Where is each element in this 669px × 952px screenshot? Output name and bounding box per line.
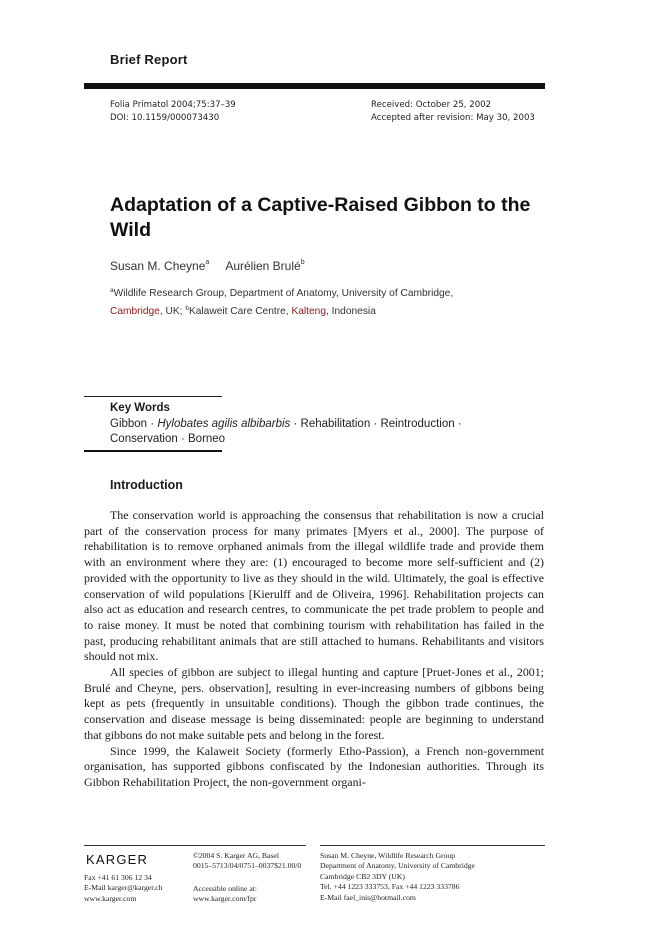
affil-b-country: , Indonesia xyxy=(326,306,376,317)
publisher-fax: Fax +41 61 306 12 34 xyxy=(84,873,152,882)
introduction-body xyxy=(84,508,544,791)
keyword: Gibbon xyxy=(110,418,148,430)
keyword: Rehabilitation xyxy=(300,418,371,430)
body-paragraph: All species of gibbon are subject to illegal hunting and capture [Pruet-Jones et al., 2001; Brulé and Cheyne, pers. observation], resulting in ever-increasing numbers of gibbons being kept as pets (frequently in unsuitable conditions). Though the gibbon trade continues, the conservation and disease message is being disseminated: people are beginning to understand that gibbons do not make suitable pets and belong in the forest. xyxy=(84,665,544,742)
footer-rule-left xyxy=(84,845,306,846)
issn: 0015–5713/04/0751–0037$21.00/0 xyxy=(193,861,302,871)
affil-a-country: , UK; xyxy=(159,306,186,317)
keyword-separator: · xyxy=(177,433,188,445)
affiliations xyxy=(110,283,550,319)
author-affil-marker: a xyxy=(205,259,210,266)
received-date: Received: October 25, 2002 xyxy=(371,100,492,110)
section-label: Brief Report xyxy=(110,52,188,67)
accepted-date: Accepted after revision: May 30, 2003 xyxy=(371,113,535,123)
publisher-website[interactable]: www.karger.com xyxy=(84,893,137,903)
introduction-heading: Introduction xyxy=(110,478,183,492)
dates-meta xyxy=(371,99,535,125)
keywords-heading: Key Words xyxy=(110,402,170,414)
publisher-logo: KARGER xyxy=(86,852,149,867)
affil-marker-b: b xyxy=(185,305,189,312)
journal-citation: Folia Primatol 2004;75:37–39 xyxy=(110,100,236,110)
author-name: Aurélien Brulé xyxy=(225,259,301,273)
keyword: Borneo xyxy=(188,433,226,445)
online-url[interactable]: www.karger.com/fpr xyxy=(193,894,257,904)
publisher-email[interactable]: E-Mail karger@karger.ch xyxy=(84,883,163,893)
author-affil-marker: b xyxy=(300,259,305,266)
author-list xyxy=(110,259,305,273)
keyword-separator: · xyxy=(147,418,158,430)
online-label: Accessible online at: xyxy=(193,884,258,893)
affil-b-text: Kalaweit Care Centre, xyxy=(188,306,292,317)
author-name: Susan M. Cheyne xyxy=(110,259,206,273)
correspondence-email[interactable]: E-Mail fael_inis@hotmail.com xyxy=(320,892,416,902)
keyword-separator: · xyxy=(290,418,301,430)
copyright: ©2004 S. Karger AG, Basel xyxy=(193,851,279,860)
body-paragraph: Since 1999, the Kalaweit Society (formerly Etho-Passion), a French non-government organisation, has supported gibbons confiscated by the Indonesian authorities. Through its Gibbon Rehabilitation Project, the non-government organi- xyxy=(84,743,544,789)
keywords-rule-bottom xyxy=(84,450,222,452)
correspondence-line: Tel. +44 1223 333753, Fax +44 1223 333786 xyxy=(320,882,460,892)
journal-meta xyxy=(110,99,236,125)
correspondence-address xyxy=(320,851,475,903)
keyword: Conservation xyxy=(110,433,178,445)
keywords-list xyxy=(110,417,520,447)
affil-a-city: Cambridge xyxy=(110,306,160,317)
header-rule xyxy=(84,83,545,89)
affil-a-text: Wildlife Research Group, Department of Anatomy, University of Cambridge, xyxy=(113,288,454,299)
correspondence-line: Cambridge CB2 3DY (UK) xyxy=(320,871,405,881)
copyright-block xyxy=(193,851,301,872)
body-paragraph: The conservation world is approaching the consensus that rehabilitation is now a crucial part of the conservation process for many primates [Myers et al., 2000]. The purpose of rehabilitation is to remove orphaned animals from the illegal wildlife trade and provide them with an environment where they are: (1) encouraged to become more self-sufficient and (2) provided with the opportunity to live as they should in the wild. Ultimately, the goal is effective conservation of wild populations [Kierulff and de Oliveira, 1996]. Rehabilitation projects can also act as education and research centres, to communicate the pet trade problem to people and to raise money. It must be noted that combining tourism with rehabilitation has failed in the past, producing rehabilitant animals that are still attached to humans. Rehabilitants and visitors should not mix. xyxy=(84,508,544,664)
keywords-rule-top xyxy=(84,396,222,397)
online-access-block xyxy=(193,884,257,905)
keyword: Hylobates agilis albibarbis xyxy=(157,418,291,430)
footer-rule-right xyxy=(320,845,545,846)
affil-marker-a: a xyxy=(110,287,114,294)
correspondence-line: Susan M. Cheyne, Wildlife Research Group xyxy=(320,851,456,860)
affil-b-region: Kalteng xyxy=(291,306,327,317)
doi[interactable]: DOI: 10.1159/000073430 xyxy=(110,113,220,123)
keyword-separator: · xyxy=(454,418,462,430)
correspondence-line: Department of Anatomy, University of Cambridge xyxy=(320,861,475,871)
publisher-contact xyxy=(84,873,163,904)
keyword: Reintroduction xyxy=(380,418,455,430)
article-title: Adaptation of a Captive-Raised Gibbon to the Wild xyxy=(110,194,531,241)
keyword-separator: · xyxy=(370,418,381,430)
